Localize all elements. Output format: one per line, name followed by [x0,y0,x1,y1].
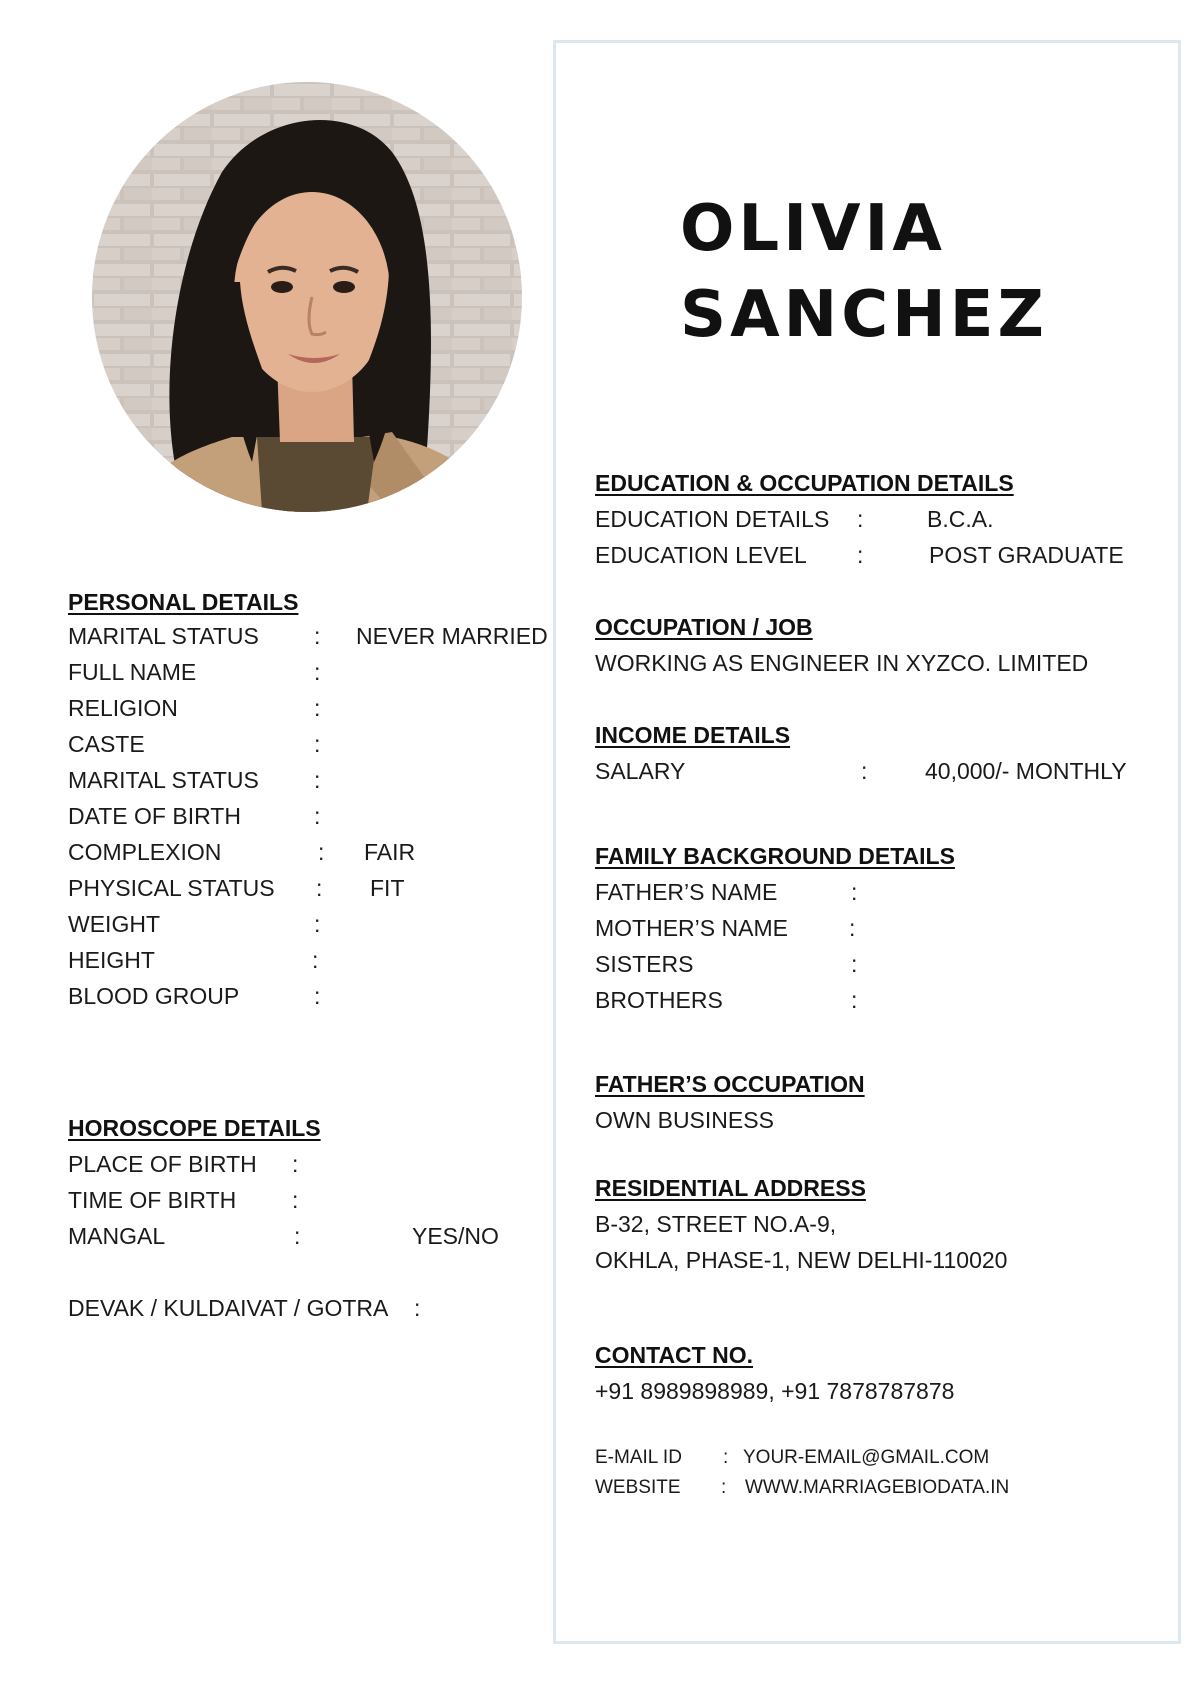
row-colon: : [312,947,319,973]
row-label: SALARY [595,758,686,784]
father-occupation-title: FATHER’S OCCUPATION [595,1071,865,1097]
row-label: SISTERS [595,951,694,977]
row-colon: : [314,911,321,937]
row-label: CASTE [68,731,145,757]
first-name: OLIVIA [680,192,946,266]
row-label: FULL NAME [68,659,197,685]
occupation-title: OCCUPATION / JOB [595,614,813,640]
last-name: SANCHEZ [680,278,1048,352]
row-label: MARITAL STATUS [68,623,259,649]
row-colon: : [292,1151,299,1177]
row-value: 40,000/- MONTHLY [925,758,1127,784]
row-colon: : [314,695,321,721]
father-occupation-text: OWN BUSINESS [595,1107,774,1133]
profile-photo [92,82,522,512]
residential-address-title: RESIDENTIAL ADDRESS [595,1175,866,1201]
education-occupation-title: EDUCATION & OCCUPATION DETAILS [595,470,1014,496]
horoscope-details-title: HOROSCOPE DETAILS [68,1115,321,1141]
row-label: MANGAL [68,1223,166,1249]
row-label: DATE OF BIRTH [68,803,241,829]
row-colon: : [314,803,321,829]
row-value: NEVER MARRIED [356,623,548,649]
row-colon: : [414,1295,421,1321]
email-value: YOUR-EMAIL@GMAIL.COM [743,1447,990,1468]
row-label: RELIGION [68,695,178,721]
row-colon: : [723,1447,729,1468]
full-name-heading [680,186,1048,358]
row-label: EDUCATION LEVEL [595,542,807,568]
row-label: DEVAK / KULDAIVAT / GOTRA [68,1295,389,1321]
row-colon: : [314,731,321,757]
row-value: B.C.A. [927,506,994,532]
row-label: TIME OF BIRTH [68,1187,237,1213]
contact-title: CONTACT NO. [595,1342,754,1368]
row-colon: : [314,659,321,685]
row-value: FAIR [364,839,416,865]
occupation-text: WORKING AS ENGINEER IN XYZCO. LIMITED [595,650,1089,676]
row-value: POST GRADUATE [929,542,1124,568]
row-colon: : [314,623,321,649]
row-label: PHYSICAL STATUS [68,875,275,901]
row-label: FATHER’S NAME [595,879,778,905]
phone-numbers: +91 8989898989, +91 7878787878 [595,1378,955,1404]
row-label: EDUCATION DETAILS [595,506,830,532]
personal-details-title: PERSONAL DETAILS [68,589,299,615]
row-value: FIT [370,875,405,901]
row-label: PLACE OF BIRTH [68,1151,257,1177]
row-label: MARITAL STATUS [68,767,259,793]
row-colon: : [849,915,856,941]
row-colon: : [851,951,858,977]
address-line-1: B-32, STREET NO.A-9, [595,1211,837,1237]
row-colon: : [316,875,323,901]
row-label: BROTHERS [595,987,723,1013]
row-label: HEIGHT [68,947,155,973]
income-title: INCOME DETAILS [595,722,791,748]
row-label: COMPLEXION [68,839,222,865]
row-colon: : [314,983,321,1009]
row-label: BLOOD GROUP [68,983,240,1009]
website-value: WWW.MARRIAGEBIODATA.IN [745,1477,1010,1498]
row-label: MOTHER’S NAME [595,915,788,941]
row-label: WEIGHT [68,911,160,937]
row-colon: : [721,1477,727,1498]
row-colon: : [294,1223,301,1249]
address-line-2: OKHLA, PHASE-1, NEW DELHI-110020 [595,1247,1008,1273]
email-label: E-MAIL ID [595,1447,682,1468]
row-colon: : [318,839,325,865]
row-colon: : [314,767,321,793]
row-colon: : [857,542,864,568]
row-colon: : [851,987,858,1013]
row-colon: : [857,506,864,532]
row-colon: : [861,758,868,784]
row-colon: : [292,1187,299,1213]
family-background-title: FAMILY BACKGROUND DETAILS [595,843,955,869]
profile-photo-illustration [92,82,522,512]
row-value: YES/NO [412,1223,499,1249]
website-label: WEBSITE [595,1477,681,1498]
row-colon: : [851,879,858,905]
